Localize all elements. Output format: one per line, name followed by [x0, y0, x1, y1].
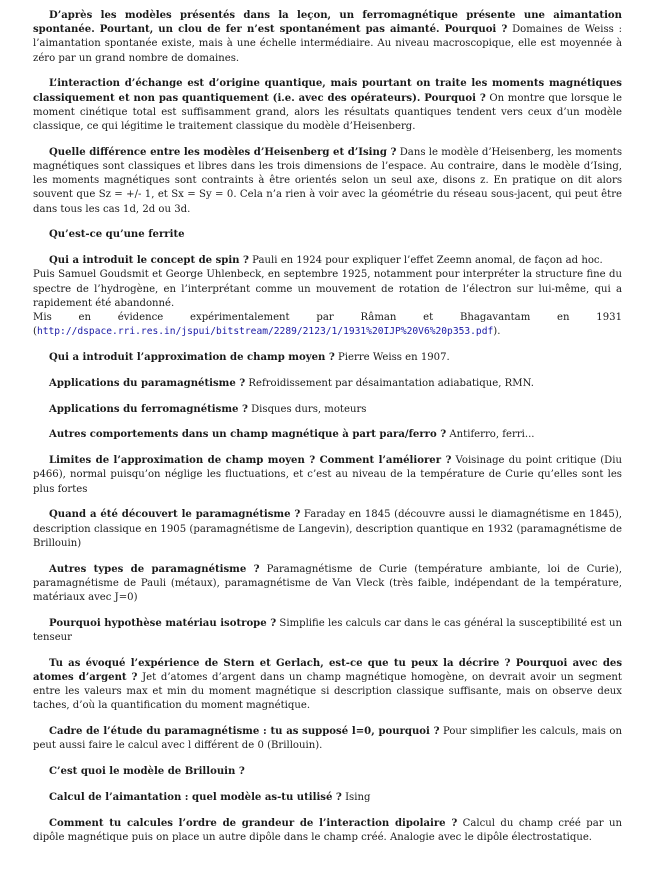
question-text: Pourquoi hypothèse matériau isotrope ?	[49, 617, 277, 629]
qa-item-magnetization-model	[33, 791, 622, 805]
question-text: Quand a été découvert le paramagnétisme ?	[49, 509, 301, 521]
answer-text-2: Puis Samuel Goudsmit et George Uhlenbeck, en septembre 1925, notamment pour interpréter la structure fine du spectre de l’hydrogène, en l’interprétant comme un mouvement de rotation de l’électron sur lui-même, qui a rapidement été abandonné.	[33, 269, 622, 309]
question-text: Qui a introduit le concept de spin ?	[49, 255, 249, 267]
qa-item-stern-gerlach	[33, 657, 622, 714]
answer-text: Disques durs, moteurs	[251, 403, 367, 415]
question-text: D’après les modèles présentés dans la leçon, un ferromagnétique présente une aimantation spontanée. Pourtant, un clou de fer n’est spontanément pas aimanté. Pourquoi ?	[33, 10, 622, 36]
qa-item-ferromagnetism-applications	[33, 403, 622, 417]
question-text: Qui a introduit l’approximation de champ moyen ?	[49, 352, 335, 364]
question-text: Autres types de paramagnétisme ?	[49, 563, 260, 575]
answer-text-3-end: ).	[493, 326, 501, 338]
answer-text: Faraday en 1845 (découvre aussi le diamagnétisme en 1845), description classique en 1905 (paramagnétisme de Langevin), description quantique en 1932 (paramagnétisme de Brillouin)	[33, 509, 622, 549]
question-text: Applications du ferromagnétisme ?	[49, 403, 248, 415]
answer-text-3	[33, 311, 622, 339]
answer-text: Refroidissement par désaimantation adiabatique, RMN.	[248, 377, 534, 389]
qa-item-paramagnetism-applications	[33, 377, 622, 391]
qa-item-paramagnetism-types	[33, 563, 622, 606]
qa-item-spin	[33, 254, 622, 339]
qa-item-isotropic-material	[33, 617, 622, 645]
question-text: Qu’est-ce qu’une ferrite	[49, 229, 185, 241]
qa-item-heisenberg-ising	[33, 146, 622, 217]
qa-item-mean-field-origin	[33, 351, 622, 365]
question-text: C’est quoi le modèle de Brillouin ?	[49, 766, 245, 778]
answer-text: On montre que lorsque le moment cinétique total est suffisamment grand, alors les résultats quantiques tendent vers ceux d’un modèle classique, ce qui légitime le traitement classique du modèle d’Heisenberg.	[33, 92, 622, 133]
answer-text: Pour simplifier les calculs, mais on peut aussi faire le calcul avec l différent de 0 (Brillouin).	[33, 726, 622, 752]
qa-item-paramagnetism-discovery	[33, 508, 622, 551]
question-text: L’interaction d’échange est d’origine quantique, mais pourtant on traite les moments magnétiques classiquement et non pas quantiquement (i.e. avec des opérateurs). Pourquoi ?	[33, 78, 622, 104]
question-text: Calcul de l’aimantation : quel modèle as-tu utilisé ?	[49, 792, 342, 804]
question-text: Quelle différence entre les modèles d’Heisenberg et d’Ising ?	[49, 146, 397, 158]
answer-text: Voisinage du point critique (Diu p466), normal puisqu’on néglige les fluctuations, et c’est au niveau de la température de Curie qu’elles sont les plus fortes	[33, 455, 622, 495]
answer-text: Calcul du champ créé par un dipôle magnétique puis on place un autre dipôle dans le champ créé. Analogie avec le dipôle électrostatique.	[33, 817, 622, 844]
question-text: Autres comportements dans un champ magnétique à part para/ferro ?	[49, 429, 447, 441]
qa-item-other-behaviours	[33, 428, 622, 442]
answer-text: Dans le modèle d’Heisenberg, les moments magnétiques sont classiques et libres dans les trois dimensions de l’espace. Au contraire, dans le modèle d’Ising, les moments magnétiques sont contraints à être orientés selon un seul axe, disons z. En pratique on dit alors souvent que Sz = +/- 1, et Sx = Sy = 0. Cela n’a rien à voir avec la géométrie du réseau sous-jacent, qui peut être dans tous les cas 1d, 2d ou 3d.	[33, 146, 622, 215]
answer-text: Pauli en 1924 pour expliquer l’effet Zeemn anomal, de façon ad hoc.	[252, 255, 603, 267]
reference-link[interactable]: http://dspace.rri.res.in/jspui/bitstream/2289/2123/1/1931%20IJP%20V6%20p353.pdf	[36, 326, 494, 338]
question-text: Comment tu calcules l’ordre de grandeur de l’interaction dipolaire ?	[49, 817, 458, 829]
answer-text-3-start: Mis en évidence expérimentalement par Râman et Bhagavantam en 1931 (	[33, 312, 622, 338]
answer-text: Pierre Weiss en 1907.	[338, 352, 450, 364]
answer-text: Domaines de Weiss : l’aimantation spontanée existe, mais à une échelle intermédiaire. Au niveau macroscopique, elle est moyennée à zéro par un grand nombre de domaines.	[33, 24, 622, 64]
qa-item-ferrite	[33, 228, 622, 242]
answer-text: Antiferro, ferri...	[449, 429, 535, 441]
answer-text: Paramagnétisme de Curie (température ambiante, loi de Curie), paramagnétisme de Pauli (métaux), paramagnétisme de Van Vleck (très faible, indépendant de la température, matériaux avec J=0)	[33, 563, 622, 604]
question-text: Tu as évoqué l’expérience de Stern et Gerlach, est-ce que tu peux la décrire ? Pourquoi avec des atomes d’argent ?	[33, 657, 622, 684]
question-text: Limites de l’approximation de champ moyen ? Comment l’améliorer ?	[49, 455, 452, 467]
qa-item-dipolar-interaction	[33, 817, 622, 845]
qa-item-brillouin-model	[33, 765, 622, 779]
question-text: Cadre de l’étude du paramagnétisme : tu as supposé l=0, pourquoi ?	[49, 726, 440, 738]
answer-text: Simplifie les calculs car dans le cas général la susceptibilité est un tenseur	[33, 617, 622, 644]
qa-item-weiss-domains	[33, 9, 622, 66]
qa-item-exchange-interaction	[33, 77, 622, 134]
answer-text: Ising	[345, 792, 371, 804]
question-text: Applications du paramagnétisme ?	[49, 377, 246, 389]
qa-item-mean-field-limits	[33, 454, 622, 497]
qa-item-l-zero	[33, 725, 622, 753]
answer-text: Jet d’atomes d’argent dans un champ magnétique homogène, on devrait avoir un segment entre les valeurs max et min du moment magnétique si description classique suffisante, mais on observe deux taches, d’où la quantification du moment magnétique.	[33, 672, 622, 712]
